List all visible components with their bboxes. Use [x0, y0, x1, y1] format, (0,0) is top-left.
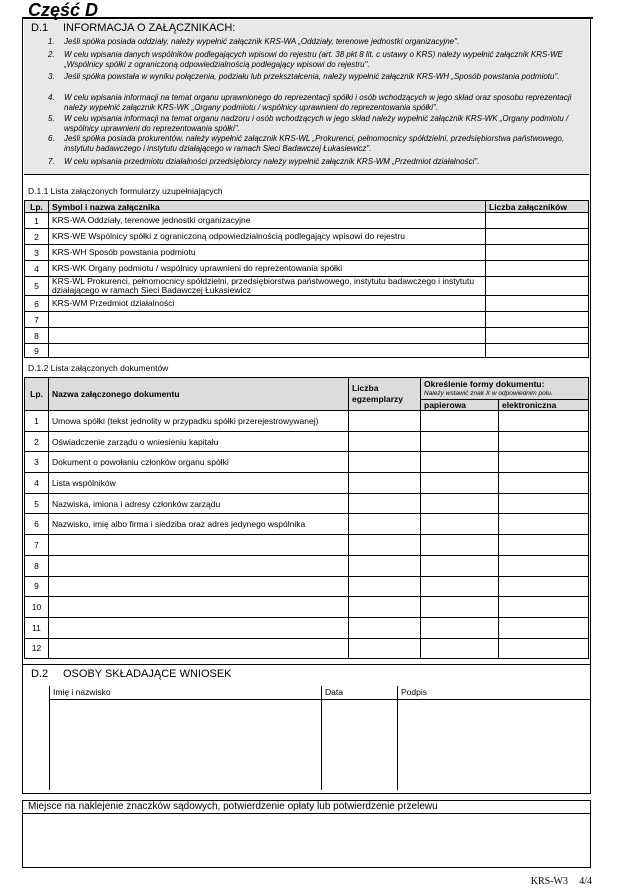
- section-label-d12: D.1.2 Lista załączonych dokumentów: [28, 363, 169, 373]
- row-copies[interactable]: [349, 493, 421, 514]
- row-copies[interactable]: [349, 411, 421, 432]
- col-copies: Liczba egzemplarzy: [349, 378, 421, 411]
- row-lp: 1: [25, 213, 49, 229]
- row-document-name[interactable]: Umowa spółki (tekst jednolity w przypadku spółki przerejestrowywanej): [49, 411, 349, 432]
- row-lp: 12: [25, 638, 49, 659]
- applicant-date-field[interactable]: [323, 701, 395, 788]
- row-document-name[interactable]: Lista wspólników: [49, 473, 349, 494]
- row-paper-checkbox[interactable]: [421, 514, 499, 535]
- page-title: Część D: [28, 0, 99, 20]
- row-lp: 3: [25, 452, 49, 473]
- row-lp: 3: [25, 245, 49, 261]
- row-paper-checkbox[interactable]: [421, 555, 499, 576]
- table-row: [25, 617, 589, 638]
- col-document-name: Nazwa załączonego dokumentu: [49, 378, 349, 411]
- row-lp: 8: [25, 328, 49, 344]
- row-paper-checkbox[interactable]: [421, 452, 499, 473]
- info-item-number: 1.: [48, 37, 55, 46]
- row-document-name[interactable]: Oświadczenie zarządu o wniesieniu kapitału: [49, 431, 349, 452]
- row-lp: 2: [25, 229, 49, 245]
- attachments-table: [24, 200, 589, 358]
- fee-label: Miejsce na naklejenie znaczków sądowych, potwierdzenie opłaty lub potwierdzenie przelewu: [22, 800, 591, 814]
- row-copies[interactable]: [349, 535, 421, 556]
- col-symbol-name: Symbol i nazwa załącznika: [49, 201, 486, 213]
- row-symbol-name[interactable]: [49, 328, 486, 344]
- table-row: [25, 473, 589, 494]
- row-electronic-checkbox[interactable]: [499, 411, 589, 432]
- applicant-signature-field[interactable]: [399, 701, 588, 788]
- info-item-number: 3.: [48, 72, 55, 81]
- section-heading-d2: OSOBY SKŁADAJĄCE WNIOSEK: [63, 668, 232, 680]
- applicant-name-label: Imię i nazwisko: [53, 687, 111, 697]
- row-paper-checkbox[interactable]: [421, 576, 499, 597]
- row-lp: 4: [25, 473, 49, 494]
- row-copies[interactable]: [349, 576, 421, 597]
- section-code-d2: D.2: [31, 668, 49, 680]
- table-row: [25, 452, 589, 473]
- row-copies[interactable]: [349, 514, 421, 535]
- row-electronic-checkbox[interactable]: [499, 576, 589, 597]
- section-divider: [22, 664, 591, 665]
- table-row: [25, 261, 589, 277]
- row-electronic-checkbox[interactable]: [499, 597, 589, 618]
- info-item-number: 7.: [48, 157, 55, 166]
- section-code-d1: D.1: [31, 22, 49, 34]
- row-lp: 9: [25, 344, 49, 358]
- applicant-date-label: Data: [325, 687, 343, 697]
- row-lp: 4: [25, 261, 49, 277]
- row-copies[interactable]: [349, 555, 421, 576]
- info-item-text: W celu wpisania informacji na temat organu uprawnionego do reprezentacji spółki i osób wchodzących w jego skład oraz sposobu reprezentacji należy wypełnić załącznik KRS-WK „Organy podmiotu / wspólnicy uprawnieni do reprezentowania spółki".: [64, 93, 572, 112]
- row-copies[interactable]: [349, 617, 421, 638]
- table-row: [25, 514, 589, 535]
- row-symbol-name[interactable]: KRS-WK Organy podmiotu / wspólnicy uprawnieni do reprezentowania spółki: [49, 261, 486, 277]
- row-electronic-checkbox[interactable]: [499, 452, 589, 473]
- fee-stamp-area[interactable]: [22, 814, 591, 868]
- applicants-box: [49, 686, 590, 790]
- section-heading-d1: INFORMACJA O ZAŁĄCZNIKACH:: [63, 22, 236, 34]
- section-label-d11: D.1.1 Lista załączonych formularzy uzupełniających: [28, 186, 223, 196]
- table-row: [25, 328, 589, 344]
- info-item-number: 5.: [48, 114, 55, 123]
- info-item-number: 6.: [48, 134, 55, 143]
- row-attachment-count[interactable]: [486, 344, 589, 358]
- form-code: KRS-W3: [530, 876, 568, 887]
- page-number: 4/4: [579, 876, 592, 887]
- row-lp: 7: [25, 312, 49, 328]
- row-lp: 1: [25, 411, 49, 432]
- table-row: [25, 296, 589, 312]
- row-document-name[interactable]: [49, 597, 349, 618]
- row-lp: 6: [25, 514, 49, 535]
- row-lp: 8: [25, 555, 49, 576]
- row-copies[interactable]: [349, 597, 421, 618]
- table-row: [25, 344, 589, 358]
- info-item-text: W celu wpisania przedmiotu działalności przedsiębiorcy należy wypełnić załącznik KRS-WM „Przedmiot działalności".: [64, 157, 480, 166]
- row-document-name[interactable]: Dokument o powołaniu członków organu spółki: [49, 452, 349, 473]
- row-copies[interactable]: [349, 473, 421, 494]
- row-electronic-checkbox[interactable]: [499, 514, 589, 535]
- row-symbol-name[interactable]: [49, 344, 486, 358]
- row-lp: 6: [25, 296, 49, 312]
- row-copies[interactable]: [349, 452, 421, 473]
- row-copies[interactable]: [349, 431, 421, 452]
- row-paper-checkbox[interactable]: [421, 535, 499, 556]
- col-electronic: elektroniczna: [499, 400, 589, 411]
- row-document-name[interactable]: Nazwisko, imię albo firma i siedziba oraz adres jedynego wspólnika: [49, 514, 349, 535]
- table-row: [25, 576, 589, 597]
- row-lp: 5: [25, 277, 49, 296]
- row-attachment-count[interactable]: [486, 296, 589, 312]
- row-electronic-checkbox[interactable]: [499, 473, 589, 494]
- col-attachment-count: Liczba załączników: [486, 201, 589, 213]
- row-copies[interactable]: [349, 638, 421, 659]
- row-document-name[interactable]: [49, 535, 349, 556]
- col-paper: papierowa: [421, 400, 499, 411]
- table-row: [25, 493, 589, 514]
- row-electronic-checkbox[interactable]: [499, 431, 589, 452]
- info-item-text: Jeśli spółka posiada prokurentów, należy wypełnić załącznik KRS-WL „Prokurenci, pełnomocnicy spółdzielni, przedsiębiorstwa państwowego, instytutu badawczego i instytutu działającego w ramach Sieci Badawczej Łukasiewicz".: [64, 134, 565, 153]
- row-symbol-name[interactable]: KRS-WE Wspólnicy spółki z ograniczoną odpowiedzialnością podlegający wpisowi do rejestru: [49, 229, 486, 245]
- row-electronic-checkbox[interactable]: [499, 493, 589, 514]
- row-paper-checkbox[interactable]: [421, 473, 499, 494]
- row-symbol-name[interactable]: [49, 312, 486, 328]
- row-attachment-count[interactable]: [486, 328, 589, 344]
- row-attachment-count[interactable]: [486, 312, 589, 328]
- row-lp: 9: [25, 576, 49, 597]
- row-paper-checkbox[interactable]: [421, 431, 499, 452]
- table-row: [25, 245, 589, 261]
- row-lp: 5: [25, 493, 49, 514]
- table-row: [25, 229, 589, 245]
- table-row: [25, 431, 589, 452]
- row-paper-checkbox[interactable]: [421, 638, 499, 659]
- row-paper-checkbox[interactable]: [421, 493, 499, 514]
- col-form-note: Należy wstawić znak X w odpowiednim polu.: [424, 390, 553, 397]
- row-electronic-checkbox[interactable]: [499, 638, 589, 659]
- row-lp: 2: [25, 431, 49, 452]
- row-paper-checkbox[interactable]: [421, 411, 499, 432]
- table-row: [25, 411, 589, 432]
- row-paper-checkbox[interactable]: [421, 617, 499, 638]
- row-lp: 10: [25, 597, 49, 618]
- row-electronic-checkbox[interactable]: [499, 535, 589, 556]
- row-document-name[interactable]: [49, 555, 349, 576]
- row-symbol-name[interactable]: KRS-WH Sposób powstania podmiotu: [49, 245, 486, 261]
- row-symbol-name[interactable]: KRS-WA Oddziały, terenowe jednostki organizacyjne: [49, 213, 486, 229]
- row-attachment-count[interactable]: [486, 213, 589, 229]
- row-attachment-count[interactable]: [486, 245, 589, 261]
- col-form: [421, 378, 589, 400]
- applicant-signature-label: Podpis: [401, 687, 427, 697]
- row-symbol-name[interactable]: KRS-WL Prokurenci, pełnomocnicy spółdzielni, przedsiębiorstwa państwowego, instytutu badawczego i instytutu działającego w ramach Sieci Badawczej Łukasiewicz: [49, 277, 486, 296]
- table-row: [25, 638, 589, 659]
- info-item-number: 2.: [48, 50, 55, 59]
- row-attachment-count[interactable]: [486, 261, 589, 277]
- row-document-name[interactable]: Nazwiska, imiona i adresy członków zarządu: [49, 493, 349, 514]
- row-attachment-count[interactable]: [486, 229, 589, 245]
- table-row: [25, 277, 589, 296]
- row-attachment-count[interactable]: [486, 277, 589, 296]
- table-row: [25, 597, 589, 618]
- applicant-name-field[interactable]: [51, 701, 319, 788]
- table-row: [25, 535, 589, 556]
- row-document-name[interactable]: [49, 617, 349, 638]
- info-item-text: Jeśli spółka powstała w wyniku połączenia, podziału lub przekształcenia, należy wypełnić załącznik KRS-WH „Sposób powstania podmiotu".: [64, 72, 560, 81]
- row-symbol-name[interactable]: KRS-WM Przedmiot działalności: [49, 296, 486, 312]
- row-electronic-checkbox[interactable]: [499, 617, 589, 638]
- row-electronic-checkbox[interactable]: [499, 555, 589, 576]
- documents-table: [24, 377, 589, 659]
- row-lp: 11: [25, 617, 49, 638]
- table-row: [25, 312, 589, 328]
- col-lp: Lp.: [25, 378, 49, 411]
- row-document-name[interactable]: [49, 638, 349, 659]
- info-item-number: 4.: [48, 93, 55, 102]
- row-paper-checkbox[interactable]: [421, 597, 499, 618]
- col-form-title: Określenie formy dokumentu:: [424, 379, 545, 389]
- info-item-text: Jeśli spółka posiada oddziały, należy wypełnić załącznik KRS-WA „Oddziały, terenowe jednostki organizacyjne".: [64, 37, 460, 46]
- info-item-text: W celu wpisania danych wspólników podlegających wpisowi do rejestru (art. 38 pkt 8 lit. c ustawy o KRS) należy wypełnić załącznik KRS-WE „Wspólnicy spółki z ograniczoną odpowiedzialnością podlegający wpisowi do rejestru".: [64, 50, 563, 69]
- row-document-name[interactable]: [49, 576, 349, 597]
- table-row: [25, 213, 589, 229]
- row-lp: 7: [25, 535, 49, 556]
- info-item-text: W celu wpisania informacji na temat organu nadzoru i osób wchodzących w jego skład należy wypełnić załącznik KRS-WK „Organy podmiotu / wspólnicy uprawnieni do reprezentowania spółki".: [64, 114, 569, 133]
- col-lp: Lp.: [25, 201, 49, 213]
- table-row: [25, 555, 589, 576]
